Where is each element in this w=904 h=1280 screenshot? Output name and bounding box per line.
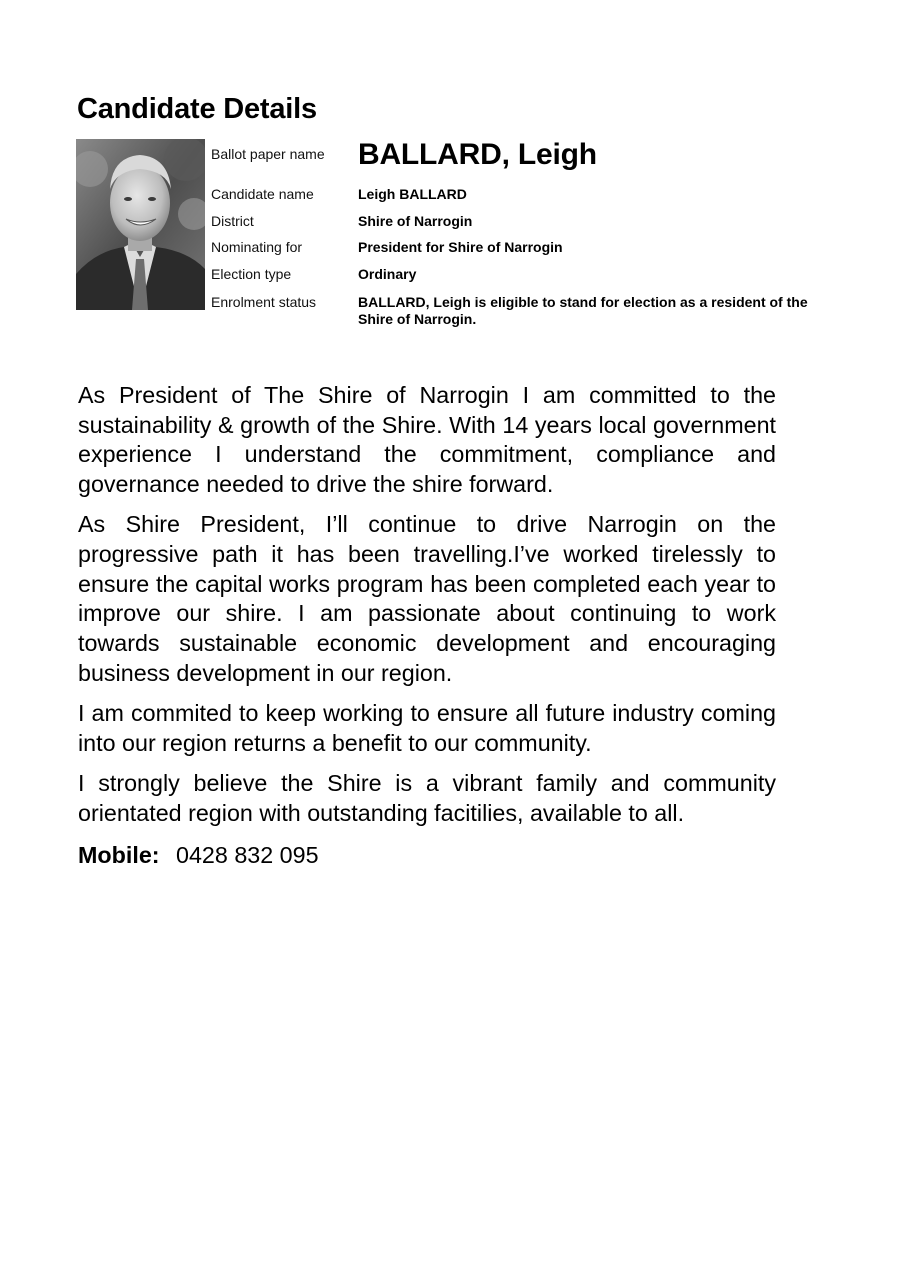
detail-value: Ordinary bbox=[358, 266, 417, 282]
statement-paragraph: As President of The Shire of Narrogin I am committed to the sustainability & growth of the Shire. With 14 years local government experience I understand the commitment, compliance and governance needed to drive the shire forward. bbox=[78, 382, 776, 498]
statement-paragraph: I strongly believe the Shire is a vibrant family and community orientated region with outstanding facitilies, available to all. bbox=[78, 769, 776, 826]
detail-value: President for Shire of Narrogin bbox=[358, 239, 563, 255]
detail-value: Leigh BALLARD bbox=[358, 186, 467, 202]
statement-paragraph: I am commited to keep working to ensure all future industry coming into our region returns a benefit to our community. bbox=[78, 700, 776, 756]
ballot-name-value: BALLARD, Leigh bbox=[358, 138, 597, 171]
mobile-label: Mobile: bbox=[78, 842, 160, 868]
candidate-statement bbox=[78, 381, 776, 839]
detail-label: Election type bbox=[211, 266, 292, 282]
statement-paragraph: As Shire President, I’ll continue to drive Narrogin on the progressive path it has been travelling.I’ve worked tirelessly to ensure the capital works program has been completed each year to improve our shire. I am passionate about continuing to work towards sustainable economic development and encouraging business development in our region. bbox=[78, 511, 776, 686]
detail-label: District bbox=[211, 213, 254, 229]
detail-value: BALLARD, Leigh is eligible to stand for election as a resident of the Shire of Narrogin. bbox=[358, 294, 808, 327]
candidate-photo bbox=[76, 139, 205, 310]
candidate-portrait-icon bbox=[76, 139, 205, 310]
detail-label: Ballot paper name bbox=[211, 146, 325, 162]
mobile-number: 0428 832 095 bbox=[176, 842, 319, 868]
detail-label: Enrolment status bbox=[211, 294, 317, 310]
detail-value: Shire of Narrogin bbox=[358, 213, 473, 229]
detail-label: Candidate name bbox=[211, 186, 314, 202]
detail-label: Nominating for bbox=[211, 239, 303, 255]
contact-mobile bbox=[78, 840, 319, 870]
page-title: Candidate Details bbox=[77, 93, 317, 125]
